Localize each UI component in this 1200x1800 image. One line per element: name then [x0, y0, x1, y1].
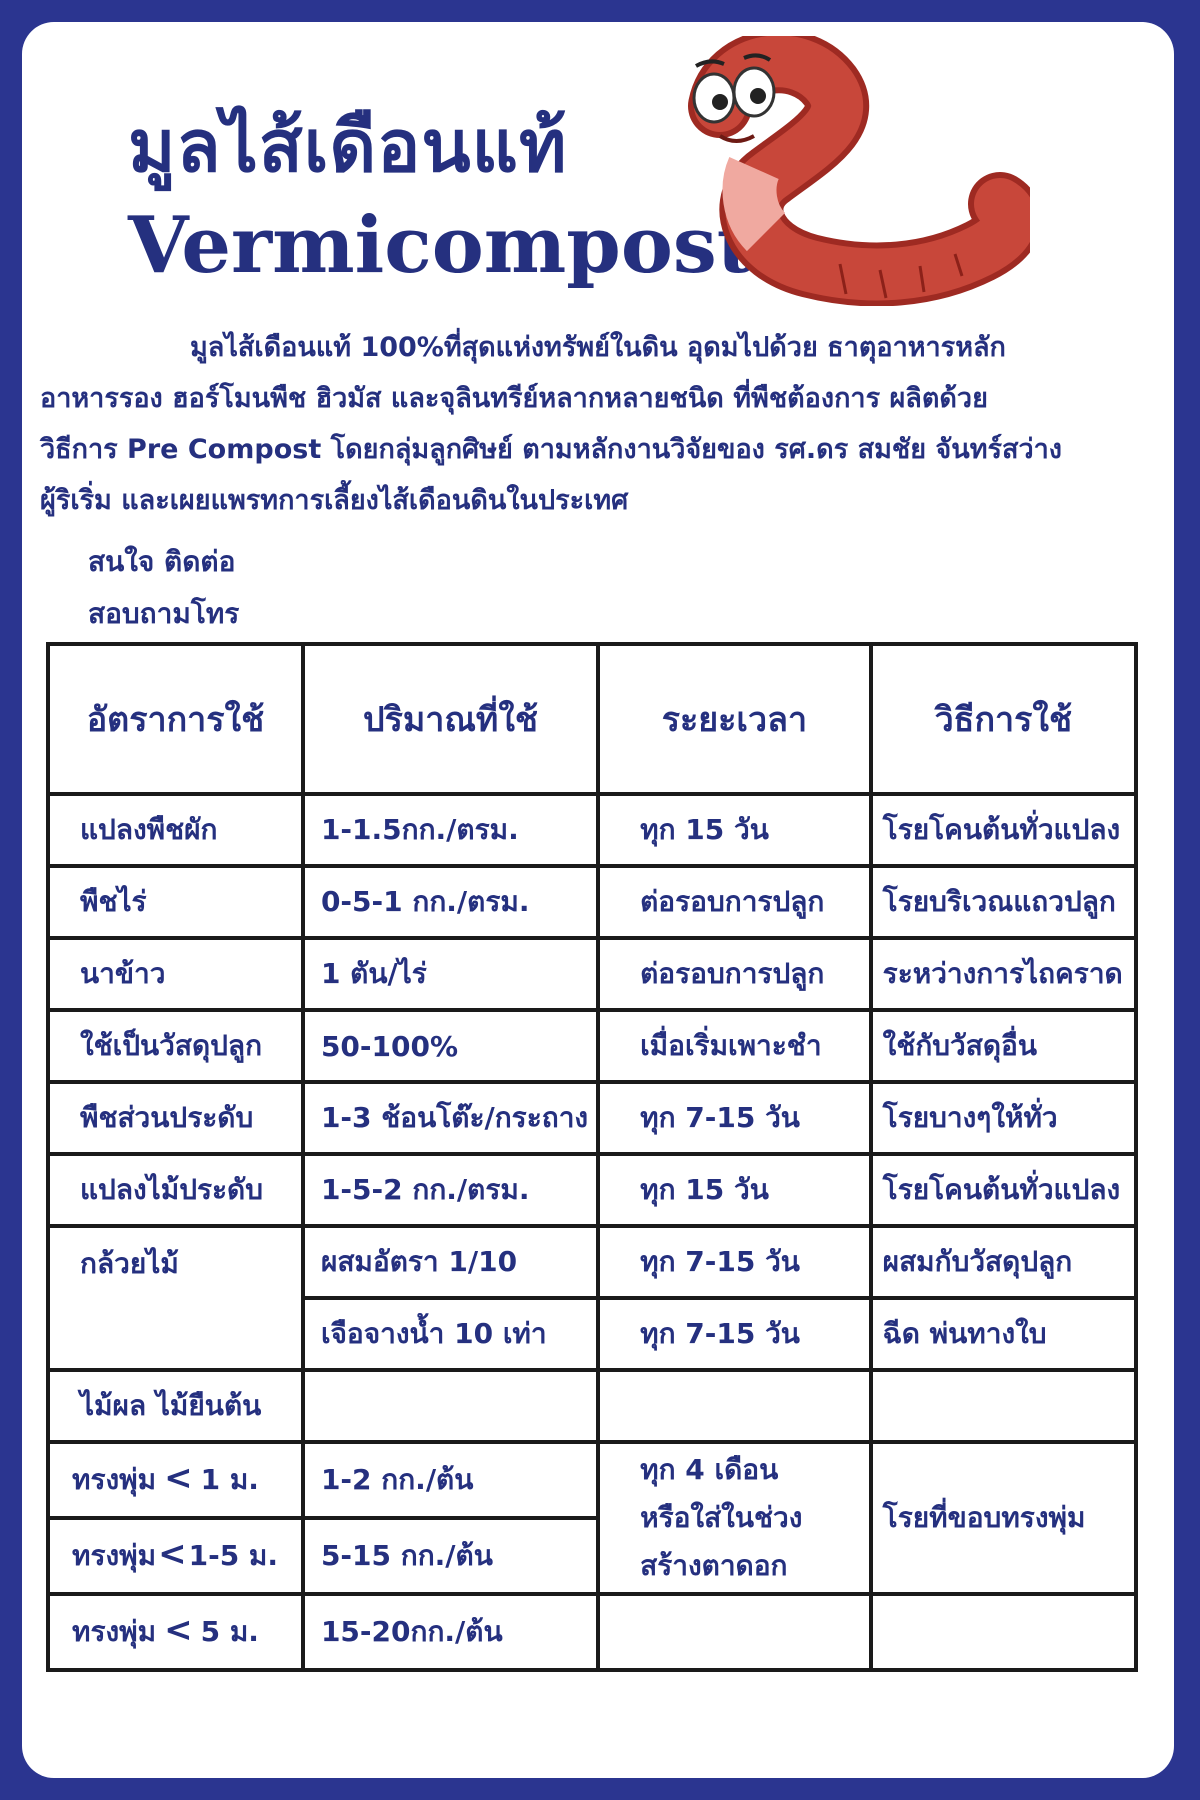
header-method: วิธีการใช้	[871, 644, 1136, 794]
cell-amount: ผสมอัตรา 1/10	[303, 1226, 598, 1298]
cell-empty	[598, 1594, 871, 1670]
title-thai: มูลไส้เดือนแท้	[128, 104, 568, 188]
period-line: สร้างตาดอก	[640, 1549, 788, 1582]
cell-period: ทุก 15 วัน	[598, 1154, 871, 1226]
table-row	[48, 794, 1136, 866]
cell-empty	[303, 1370, 598, 1442]
table-row	[48, 1154, 1136, 1226]
header-usage: อัตราการใช้	[48, 644, 303, 794]
intro-line: วิธีการ Pre Compost โดยกลุ่มลูกศิษย์ ตามหลักงานวิจัยของ รศ.ดร สมชัย จันทร์สว่าง	[40, 434, 1062, 465]
cell-method: ผสมกับวัสดุปลูก	[871, 1226, 1136, 1298]
cell-method: โรยโคนต้นทั่วแปลง	[871, 1154, 1136, 1226]
cell-method: โรยบางๆให้ทั่ว	[871, 1082, 1136, 1154]
intro-line: มูลไส้เดือนแท้ 100%ที่สุดแห่งทรัพย์ในดิน อุดมไปด้วย ธาตุอาหารหลัก	[190, 332, 1006, 363]
cell-usage: แปลงไม้ประดับ	[48, 1154, 303, 1226]
period-line: ทุก 4 เดือน	[640, 1453, 779, 1486]
cell-period: ทุก 7-15 วัน	[598, 1082, 871, 1154]
cell-method-bush: โรยที่ขอบทรงพุ่ม	[871, 1442, 1136, 1594]
cell-method: โรยบริเวณแถวปลูก	[871, 866, 1136, 938]
cell-usage: แปลงพืชผัก	[48, 794, 303, 866]
table-row	[48, 1226, 1136, 1298]
cell-usage-orchid: กล้วยไม้	[48, 1226, 303, 1370]
bush-prefix: ทรงพุ่ม	[72, 1539, 157, 1572]
table-row	[48, 1442, 1136, 1518]
cell-period: ต่อรอบการปลูก	[598, 866, 871, 938]
intro-paragraph	[40, 322, 1150, 526]
cell-period: ทุก 7-15 วัน	[598, 1226, 871, 1298]
table-row	[48, 938, 1136, 1010]
cell-method: ฉีด พ่นทางใบ	[871, 1298, 1136, 1370]
cell-amount: 15-20กก./ต้น	[303, 1594, 598, 1670]
cell-empty	[871, 1370, 1136, 1442]
contact-label: สนใจ ติดต่อ	[88, 545, 236, 578]
cell-amount: 50-100%	[303, 1010, 598, 1082]
cell-usage-bush	[48, 1594, 303, 1670]
bush-size: 5 ม.	[200, 1615, 259, 1648]
header-period: ระยะเวลา	[598, 644, 871, 794]
cell-period: เมื่อเริ่มเพาะชำ	[598, 1010, 871, 1082]
cell-usage-fruit-tree: ไม้ผล ไม้ยืนต้น	[48, 1370, 303, 1442]
cell-amount: 1-3 ช้อนโต๊ะ/กระถาง	[303, 1082, 598, 1154]
cell-amount: เจือจางน้ำ 10 เท่า	[303, 1298, 598, 1370]
intro-line: ผู้ริเริ่ม และเผยแพรทการเลี้ยงไส้เดือนดินในประเทศ	[40, 485, 629, 516]
table-row	[48, 1082, 1136, 1154]
earthworm-illustration	[650, 36, 1030, 306]
cell-usage: พืชส่วนประดับ	[48, 1082, 303, 1154]
less-than-icon: <	[164, 1610, 193, 1650]
less-than-icon: <	[158, 1534, 187, 1574]
cell-amount: 1 ตัน/ไร่	[303, 938, 598, 1010]
cell-period-bush	[598, 1442, 871, 1594]
cell-amount: 5-15 กก./ต้น	[303, 1518, 598, 1594]
intro-line: อาหารรอง ฮอร์โมนพืช ฮิวมัส และจุลินทรีย์หลากหลายชนิด ที่พืชต้องการ ผลิตด้วย	[40, 383, 988, 414]
period-line: หรือใส่ในช่วง	[640, 1501, 803, 1534]
bush-prefix: ทรงพุ่ม	[72, 1615, 157, 1648]
bush-prefix: ทรงพุ่ม	[72, 1463, 157, 1496]
table-row	[48, 1370, 1136, 1442]
cell-period: ทุก 15 วัน	[598, 794, 871, 866]
header-amount: ปริมาณที่ใช้	[303, 644, 598, 794]
usage-rate-table	[46, 642, 1138, 1672]
cell-period: ทุก 7-15 วัน	[598, 1298, 871, 1370]
cell-usage: ใช้เป็นวัสดุปลูก	[48, 1010, 303, 1082]
title-english: Vermicompost	[128, 200, 753, 291]
bush-size: 1 ม.	[200, 1463, 259, 1496]
less-than-icon: <	[164, 1458, 193, 1498]
cell-empty	[871, 1594, 1136, 1670]
cell-method: ระหว่างการไถคราด	[871, 938, 1136, 1010]
cell-amount: 1-5-2 กก./ตรม.	[303, 1154, 598, 1226]
cell-period: ต่อรอบการปลูก	[598, 938, 871, 1010]
cell-amount: 1-2 กก./ต้น	[303, 1442, 598, 1518]
cell-usage-bush	[48, 1518, 303, 1594]
table-row	[48, 1010, 1136, 1082]
cell-method: ใช้กับวัสดุอื่น	[871, 1010, 1136, 1082]
cell-usage: นาข้าว	[48, 938, 303, 1010]
cell-usage-bush	[48, 1442, 303, 1518]
cell-empty	[598, 1370, 871, 1442]
table-header-row	[48, 644, 1136, 794]
cell-method: โรยโคนต้นทั่วแปลง	[871, 794, 1136, 866]
table-row	[48, 866, 1136, 938]
cell-amount: 0-5-1 กก./ตรม.	[303, 866, 598, 938]
bush-size: 1-5 ม.	[188, 1539, 279, 1572]
cell-usage: พืชไร่	[48, 866, 303, 938]
phone-label: สอบถามโทร	[88, 597, 240, 630]
table-row	[48, 1594, 1136, 1670]
cell-amount: 1-1.5กก./ตรม.	[303, 794, 598, 866]
